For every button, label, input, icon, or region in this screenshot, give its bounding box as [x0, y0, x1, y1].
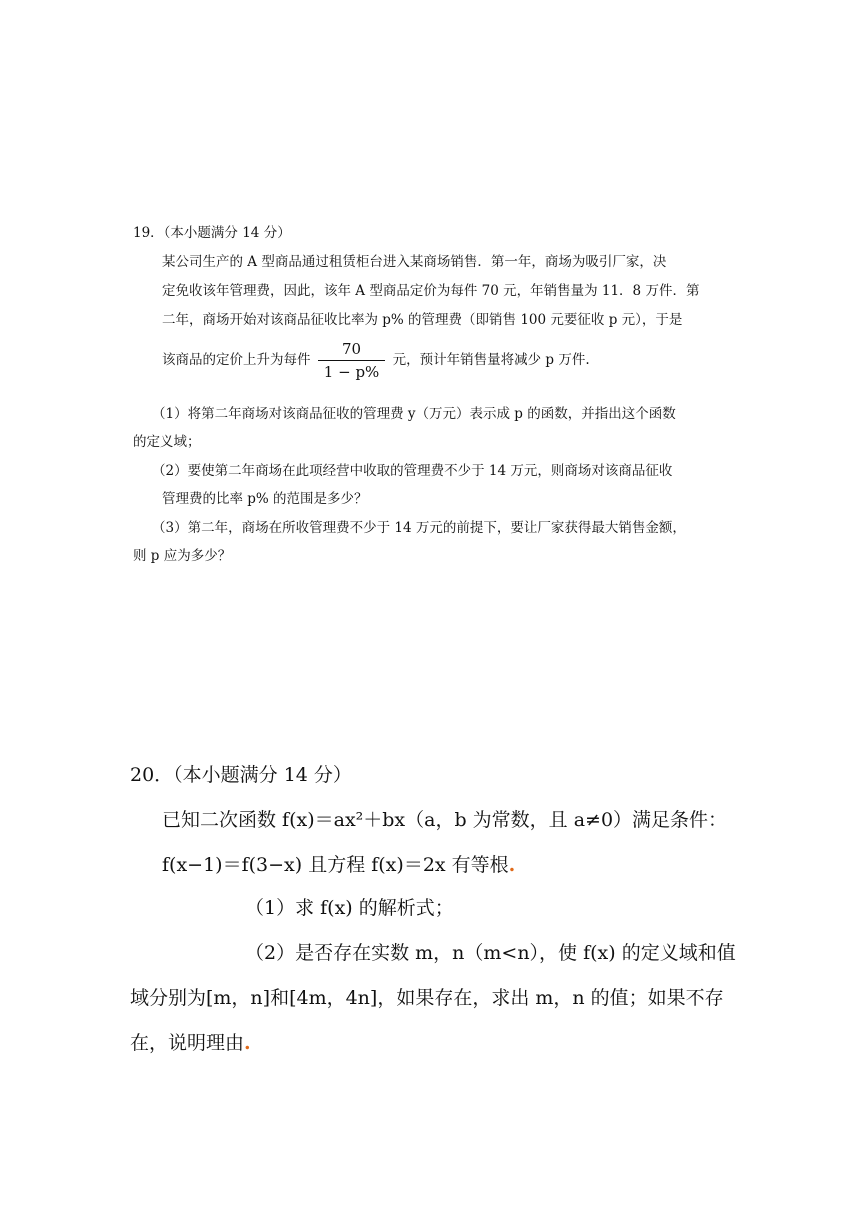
problem-19-line-2: 定免收该年管理费，因此，该年 A 型商品定价为每件 70 元，年销售量为 11．8 万件．第 — [162, 283, 700, 299]
fraction-numerator: 70 — [342, 340, 362, 358]
orange-period-mark: . — [508, 854, 516, 876]
problem-20-line-1: 已知二次函数 f(x)＝ax²＋bx（a，b 为常数，且 a≠0）满足条件： — [162, 809, 728, 831]
problem-19-part-1-line-1: （1）将第二年商场对该商品征收的管理费 y（万元）表示成 p 的函数，并指出这个函数 — [152, 406, 676, 422]
problem-19-part-2-line-1: （2）要使第二年商场在此项经营中收取的管理费不少于 14 万元，则商场对该商品征收 — [152, 463, 673, 479]
price-fraction — [318, 340, 386, 381]
price-line-before: 该商品的定价上升为每件 — [162, 352, 311, 368]
line-3-text: 在，说明理由 — [130, 1032, 245, 1054]
problem-19-price-line — [162, 340, 590, 381]
fraction-denominator: 1 − p% — [318, 360, 386, 381]
problem-20-line-2 — [162, 850, 515, 877]
problem-19-part-1-line-2: 的定义域； — [133, 434, 201, 450]
problem-20-part-2-line-2: 域分别为[m，n]和[4m，4n]，如果存在，求出 m，n 的值；如果不存 — [130, 987, 724, 1009]
problem-19-line-3: 二年，商场开始对该商品征收比率为 p% 的管理费（即销售 100 元要征收 p 元），于是 — [162, 312, 683, 328]
problem-19-part-2-line-2: 管理费的比率 p% 的范围是多少？ — [162, 491, 368, 507]
problem-20-part-2-line-1: （2）是否存在实数 m，n（m<n），使 f(x) 的定义域和值 — [245, 942, 736, 964]
problem-20-part-1: （1）求 f(x) 的解析式； — [245, 897, 454, 919]
problem-19-part-3-line-2: 则 p 应为多少？ — [133, 548, 232, 564]
problem-19-header: 19．（本小题满分 14 分） — [133, 225, 291, 241]
line-2-text: f(x−1)＝f(3−x) 且方程 f(x)＝2x 有等根 — [162, 854, 509, 876]
problem-20-header: 20．（本小题满分 14 分） — [130, 764, 352, 786]
problem-20-part-2-line-3 — [130, 1028, 251, 1055]
problem-19-part-3-line-1: （3）第二年，商场在所收管理费不少于 14 万元的前提下，要让厂家获得最大销售金额， — [152, 520, 686, 536]
price-line-after: 元，预计年销售量将减少 p 万件. — [392, 352, 590, 368]
orange-period-mark-2: . — [244, 1032, 251, 1054]
problem-19-line-1: 某公司生产的 A 型商品通过租赁柜台进入某商场销售．第一年，商场为吸引厂家，决 — [162, 254, 667, 270]
